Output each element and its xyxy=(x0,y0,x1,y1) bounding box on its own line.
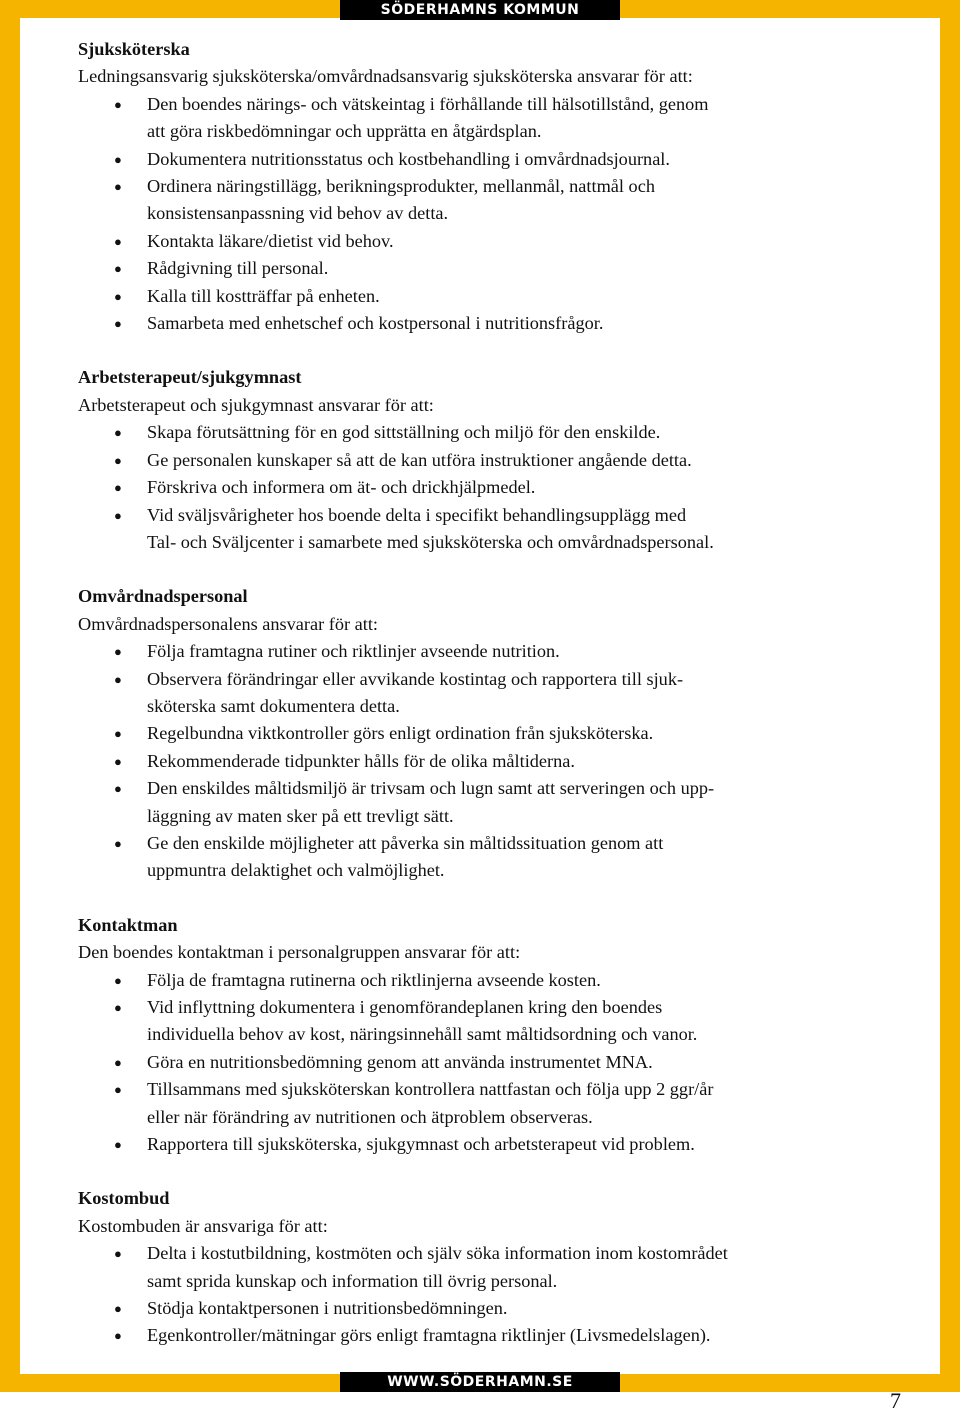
list-item xyxy=(78,310,908,337)
list-item-line: Vid inflyttning dokumentera i genomförandeplanen kring den boendes xyxy=(147,997,663,1017)
bullet-icon: ● xyxy=(114,233,122,249)
list-item-line: Den boendes närings- och vätskeintag i förhållande till hälsotillstånd, genom xyxy=(147,93,709,114)
list-item-line: eller när förändring av nutritionen och ätproblem observeras. xyxy=(147,1106,593,1127)
section-intro: Den boendes kontaktman i personalgruppen ansvarar för att: xyxy=(78,942,521,963)
bullet-icon: ● xyxy=(114,753,122,769)
section-gap xyxy=(78,556,908,583)
list-item-line: individuella behov av kost, näringsinnehåll samt måltidsordning och vanor. xyxy=(147,1024,698,1045)
bullet-icon: ● xyxy=(114,316,122,332)
bullet-icon: ● xyxy=(114,425,122,441)
section-title: Kontaktman xyxy=(78,914,178,935)
bullet-icon: ● xyxy=(114,644,122,660)
list-item xyxy=(78,146,908,173)
list-item xyxy=(78,720,908,747)
section-title: Kostombud xyxy=(78,1188,170,1209)
section-intro: Kostombuden är ansvariga för att: xyxy=(78,1215,328,1236)
bullet-icon: ● xyxy=(114,1082,122,1098)
bullet-icon: ● xyxy=(114,1301,122,1317)
bullet-icon: ● xyxy=(114,671,122,687)
list-item-line: konsistensanpassning vid behov av detta. xyxy=(147,203,449,224)
list-item-line: Kontakta läkare/dietist vid behov. xyxy=(147,230,394,251)
list-item-line: att göra riskbedömningar och upprätta en åtgärdsplan. xyxy=(147,121,542,142)
list-item xyxy=(78,1049,908,1076)
section-intro: Arbetsterapeut och sjukgymnast ansvarar för att: xyxy=(78,394,434,415)
list-item xyxy=(78,638,908,665)
bullet-icon: ● xyxy=(114,261,122,277)
list-item-line: Följa framtagna rutiner och riktlinjer avseende nutrition. xyxy=(147,641,560,662)
section xyxy=(78,364,908,556)
bullet-icon: ● xyxy=(114,288,122,304)
list-item-line: Ordinera näringstillägg, berikningsprodukter, mellanmål, nattmål och xyxy=(147,176,655,197)
section xyxy=(78,36,908,337)
list-item-line: Dokumentera nutritionsstatus och kostbehandling i omvårdnadsjournal. xyxy=(147,148,670,169)
frame-right-border xyxy=(940,0,960,1392)
bullet-icon: ● xyxy=(114,1137,122,1153)
list-item xyxy=(78,1322,908,1349)
bullet-icon: ● xyxy=(114,972,122,988)
list-item xyxy=(78,255,908,282)
list-item xyxy=(78,666,908,721)
bullet-icon: ● xyxy=(114,151,122,167)
list-item-line: Tal- och Sväljcenter i samarbete med sjuksköterska och omvårdnadspersonal. xyxy=(147,531,714,552)
bullet-icon: ● xyxy=(114,480,122,496)
page-number: 7 xyxy=(890,1388,901,1413)
bullet-icon: ● xyxy=(114,507,122,523)
bullet-list xyxy=(78,419,908,556)
list-item-line: Ge personalen kunskaper så att de kan utföra instruktioner angående detta. xyxy=(147,449,692,470)
section xyxy=(78,912,908,1159)
list-item xyxy=(78,474,908,501)
bullet-list xyxy=(78,91,908,338)
bullet-icon: ● xyxy=(114,781,122,797)
section-title: Sjuksköterska xyxy=(78,39,190,59)
section-gap xyxy=(78,337,908,364)
list-item xyxy=(78,748,908,775)
list-item-line: Den enskildes måltidsmiljö är trivsam och lugn samt att serveringen och upp- xyxy=(147,778,715,799)
list-item-line: Skapa förutsättning för en god sittställning och miljö för den enskilde. xyxy=(147,422,661,443)
section xyxy=(78,1185,908,1349)
bullet-icon: ● xyxy=(114,1328,122,1344)
list-item-line: Delta i kostutbildning, kostmöten och själv söka information inom kostområdet xyxy=(147,1243,728,1264)
list-item xyxy=(78,1240,908,1295)
bullet-list xyxy=(78,638,908,885)
section-gap xyxy=(78,1158,908,1185)
list-item xyxy=(78,419,908,446)
section xyxy=(78,583,908,884)
list-item-line: Tillsammans med sjuksköterskan kontrollera nattfastan och följa upp 2 ggr/år xyxy=(147,1079,714,1100)
list-item-line: Regelbundna viktkontroller görs enligt ordination från sjuksköterska. xyxy=(147,723,654,744)
list-item-line: sköterska samt dokumentera detta. xyxy=(147,695,400,716)
list-item xyxy=(78,502,908,557)
list-item xyxy=(78,994,908,1049)
header-brand-logo: SÖDERHAMNS KOMMUN xyxy=(340,0,620,20)
list-item-line: Förskriva och informera om ät- och drickhjälpmedel. xyxy=(147,477,536,498)
list-item-line: uppmuntra delaktighet och valmöjlighet. xyxy=(147,860,445,881)
bullet-icon: ● xyxy=(114,96,122,112)
section-intro: Ledningsansvarig sjuksköterska/omvårdnadsansvarig sjuksköterska ansvarar för att: xyxy=(78,66,693,87)
bullet-list xyxy=(78,967,908,1159)
list-item xyxy=(78,830,908,885)
section-title: Omvårdnadspersonal xyxy=(78,586,248,607)
list-item xyxy=(78,1076,908,1131)
footer-website-link[interactable]: WWW.SÖDERHAMN.SE xyxy=(340,1372,620,1392)
bullet-icon: ● xyxy=(114,726,122,742)
bullet-icon: ● xyxy=(114,1054,122,1070)
list-item-line: Vid sväljsvårigheter hos boende delta i specifikt behandlingsupplägg med xyxy=(147,504,687,525)
bullet-list xyxy=(78,1240,908,1350)
list-item xyxy=(78,228,908,255)
list-item-line: Ge den enskilde möjligheter att påverka sin måltidssituation genom att xyxy=(147,832,664,853)
list-item-line: Rådgivning till personal. xyxy=(147,258,329,279)
list-item-line: Göra en nutritionsbedömning genom att använda instrumentet MNA. xyxy=(147,1051,653,1072)
list-item xyxy=(78,1295,908,1322)
list-item-line: samt sprida kunskap och information till övrig personal. xyxy=(147,1270,558,1291)
list-item xyxy=(78,173,908,228)
list-item-line: Observera förändringar eller avvikande kostintag och rapportera till sjuk- xyxy=(147,668,684,689)
bullet-icon: ● xyxy=(114,1246,122,1262)
list-item-line: läggning av maten sker på ett trevligt sätt. xyxy=(147,805,454,826)
section-gap xyxy=(78,885,908,912)
section-intro: Omvårdnadspersonalens ansvarar för att: xyxy=(78,613,379,634)
list-item xyxy=(78,1131,908,1158)
list-item-line: Följa de framtagna rutinerna och riktlinjerna avseende kosten. xyxy=(147,969,601,990)
bullet-icon: ● xyxy=(114,452,122,468)
document-body xyxy=(78,36,908,1350)
frame-left-border xyxy=(0,0,20,1392)
list-item-line: Kalla till kostträffar på enheten. xyxy=(147,285,380,306)
list-item-line: Rapportera till sjuksköterska, sjukgymnast och arbetsterapeut vid problem. xyxy=(147,1134,695,1155)
bullet-icon: ● xyxy=(114,835,122,851)
list-item xyxy=(78,91,908,146)
list-item xyxy=(78,447,908,474)
list-item xyxy=(78,967,908,994)
section-title: Arbetsterapeut/sjukgymnast xyxy=(78,367,302,388)
list-item xyxy=(78,283,908,310)
bullet-icon: ● xyxy=(114,1000,122,1015)
list-item-line: Samarbeta med enhetschef och kostpersonal i nutritionsfrågor. xyxy=(147,313,604,334)
list-item-line: Stödja kontaktpersonen i nutritionsbedömningen. xyxy=(147,1298,508,1319)
list-item-line: Egenkontroller/mätningar görs enligt framtagna riktlinjer (Livsmedelslagen). xyxy=(147,1325,711,1346)
list-item-line: Rekommenderade tidpunkter hålls för de olika måltiderna. xyxy=(147,750,575,771)
bullet-icon: ● xyxy=(114,179,122,195)
list-item xyxy=(78,775,908,830)
